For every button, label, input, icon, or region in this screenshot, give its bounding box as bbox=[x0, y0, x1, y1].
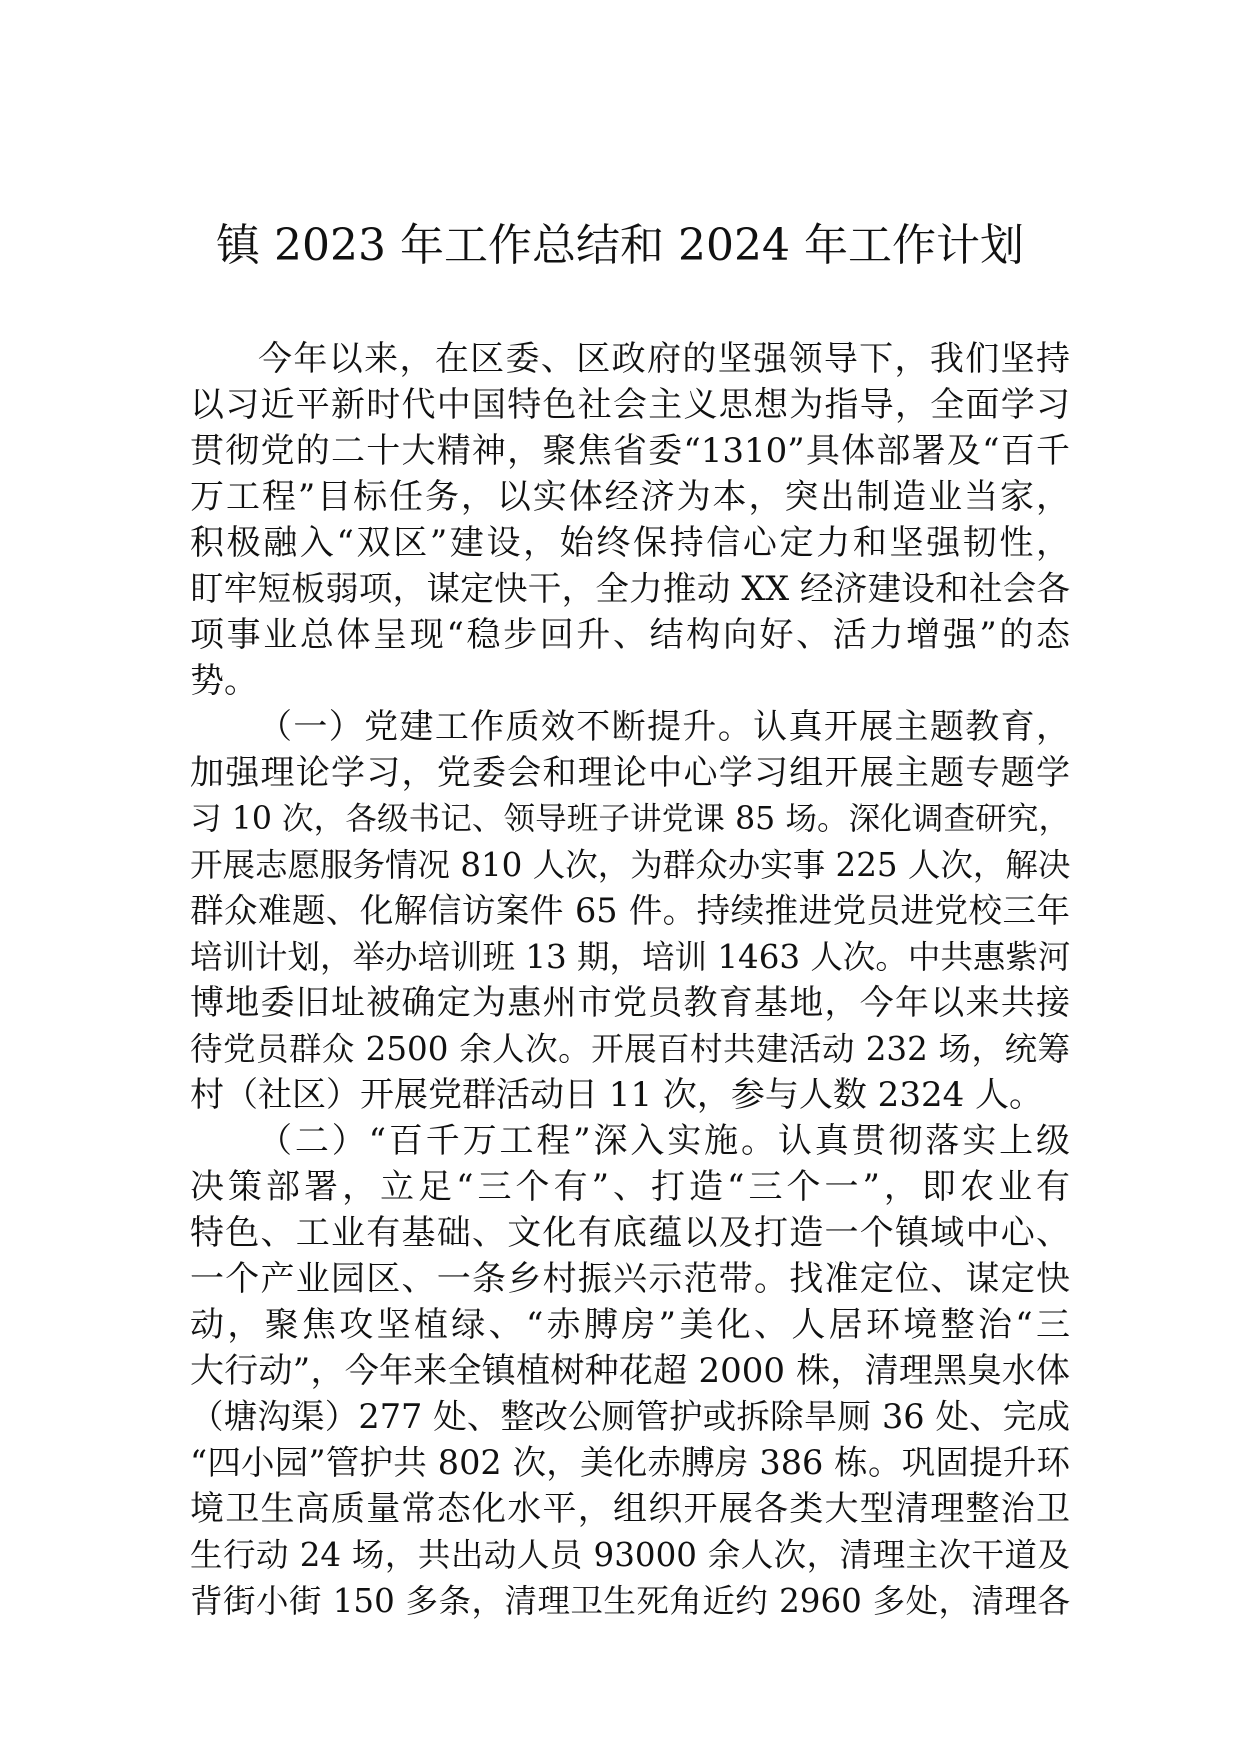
body-line: （二）“百千万工程”深入实施。认真贯彻落实上级 bbox=[258, 1121, 1070, 1161]
body-line: （一）党建工作质效不断提升。认真开展主题教育， bbox=[258, 707, 1070, 747]
body-line: 特色、工业有基础、文化有底蕴以及打造一个镇域中心、 bbox=[190, 1213, 1070, 1253]
body-line: 群众难题、化解信访案件 65 件。持续推进党员进党校三年 bbox=[190, 891, 1070, 930]
body-line: 境卫生高质量常态化水平，组织开展各类大型清理整治卫 bbox=[190, 1489, 1070, 1529]
body-line: 村（社区）开展党群活动日 11 次，参与人数 2324 人。 bbox=[190, 1075, 1044, 1115]
body-line: 决策部署，立足“三个有”、打造“三个一”，即农业有 bbox=[190, 1167, 1070, 1207]
body-line: 动，聚焦攻坚植绿、“赤膊房”美化、人居环境整治“三 bbox=[190, 1305, 1070, 1345]
body-line: 生行动 24 场，共出动人员 93000 余人次，清理主次干道及 bbox=[190, 1536, 1070, 1574]
body-line: 项事业总体呈现“稳步回升、结构向好、活力增强”的态 bbox=[190, 615, 1070, 655]
body-line: 万工程”目标任务，以实体经济为本，突出制造业当家， bbox=[190, 477, 1070, 517]
body-line: 博地委旧址被确定为惠州市党员教育基地，今年以来共接 bbox=[190, 983, 1070, 1023]
body-line: 一个产业园区、一条乡村振兴示范带。找准定位、谋定快 bbox=[190, 1259, 1070, 1299]
document-title: 镇 2023 年工作总结和 2024 年工作计划 bbox=[216, 220, 1024, 271]
body-line: 以习近平新时代中国特色社会主义思想为指导，全面学习 bbox=[190, 385, 1070, 425]
body-line: 贯彻党的二十大精神，聚焦省委“1310”具体部署及“百千 bbox=[190, 431, 1070, 471]
body-line: 盯牢短板弱项，谋定快干，全力推动 XX 经济建设和社会各 bbox=[190, 569, 1070, 608]
body-line: 待党员群众 2500 余人次。开展百村共建活动 232 场，统筹 bbox=[190, 1030, 1070, 1068]
body-line: 背街小街 150 多条，清理卫生死角近约 2960 多处，清理各 bbox=[190, 1582, 1070, 1620]
body-line: （塘沟渠）277 处、整改公厕管护或拆除旱厕 36 处、完成 bbox=[190, 1397, 1070, 1436]
body-line: 大行动”，今年来全镇植树种花超 2000 株，清理黑臭水体 bbox=[190, 1351, 1070, 1391]
body-line: 势。 bbox=[190, 661, 258, 701]
body-line: 积极融入“双区”建设，始终保持信心定力和坚强韧性， bbox=[190, 523, 1070, 563]
body-line: 培训计划，举办培训班 13 期，培训 1463 人次。中共惠紫河 bbox=[190, 938, 1071, 976]
body-line: “四小园”管护共 802 次，美化赤膊房 386 栋。巩固提升环 bbox=[190, 1443, 1070, 1482]
body-line: 今年以来，在区委、区政府的坚强领导下，我们坚持 bbox=[258, 339, 1070, 379]
body-line: 习 10 次，各级书记、领导班子讲党课 85 场。深化调查研究， bbox=[190, 801, 1070, 837]
body-line: 开展志愿服务情况 810 人次，为群众办实事 225 人次，解决 bbox=[190, 846, 1071, 884]
body-line: 加强理论学习，党委会和理论中心学习组开展主题专题学 bbox=[190, 753, 1070, 793]
document-body bbox=[190, 336, 1070, 1624]
